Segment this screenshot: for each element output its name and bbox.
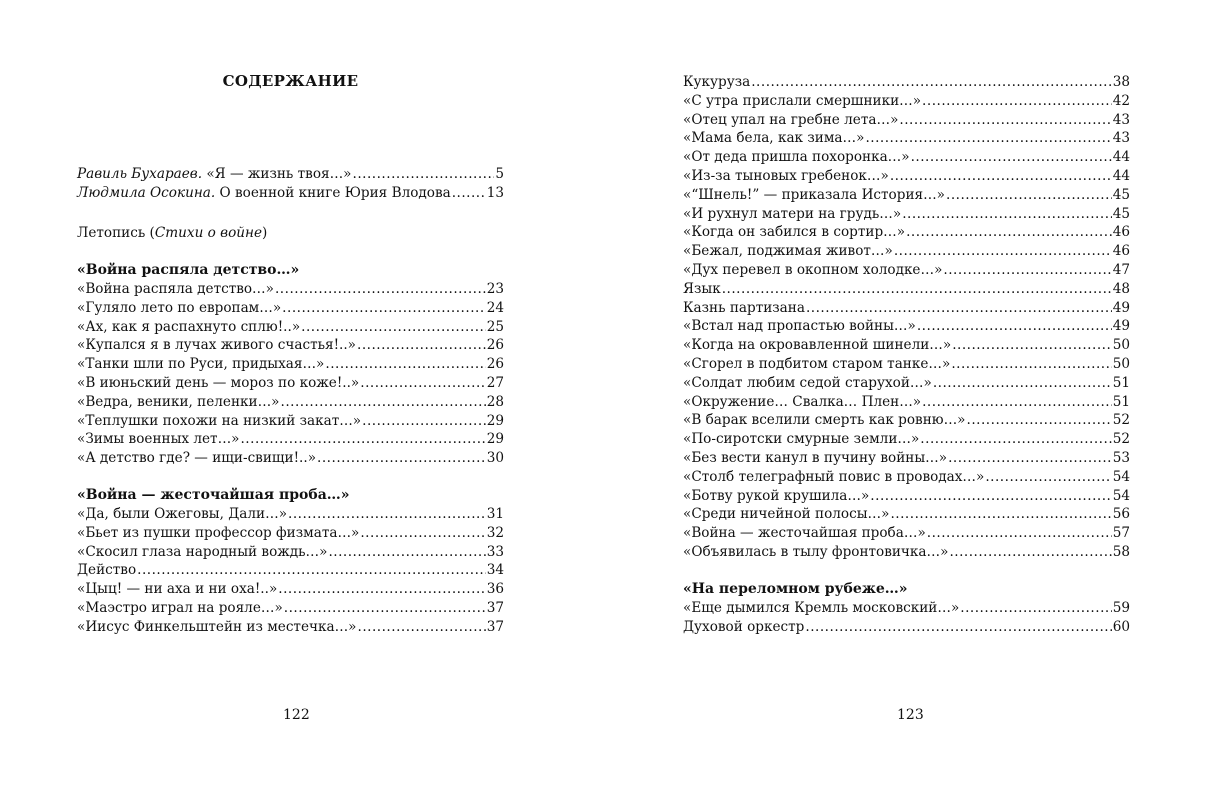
dot-leader bbox=[275, 280, 486, 299]
page-ref: 59 bbox=[1112, 600, 1130, 616]
entry-author: Людмила Осокина. bbox=[77, 184, 216, 201]
toc-entry bbox=[683, 261, 1130, 280]
page-ref: 45 bbox=[1112, 205, 1130, 222]
dot-leader bbox=[301, 318, 486, 337]
dot-leader bbox=[960, 599, 1111, 618]
page-ref: 48 bbox=[1112, 280, 1130, 297]
entry-title: «Среди ничейной полосы…» bbox=[683, 506, 890, 523]
toc-entry bbox=[77, 165, 504, 184]
toc-entry bbox=[77, 449, 504, 468]
toc-entry bbox=[77, 336, 504, 355]
dot-leader bbox=[906, 223, 1112, 242]
section-list bbox=[77, 505, 504, 637]
page-ref: 47 bbox=[1112, 261, 1130, 278]
dot-leader bbox=[288, 505, 486, 524]
entry-title: Язык bbox=[683, 280, 721, 297]
dot-leader bbox=[943, 261, 1111, 280]
entry-title: «“Шнель!” — приказала История…» bbox=[683, 186, 945, 203]
page-ref: 34 bbox=[486, 562, 504, 579]
dot-leader bbox=[328, 543, 485, 562]
page-ref: 52 bbox=[1112, 412, 1130, 429]
dot-leader bbox=[890, 167, 1112, 186]
page-ref: 27 bbox=[486, 374, 504, 391]
toc-entry bbox=[77, 412, 504, 431]
page-ref: 28 bbox=[486, 393, 504, 410]
page-ref: 24 bbox=[486, 299, 504, 316]
dot-leader bbox=[917, 317, 1112, 336]
page-ref: 38 bbox=[1112, 74, 1130, 90]
page-ref: 13 bbox=[486, 184, 504, 201]
right-page bbox=[683, 0, 1130, 800]
dot-leader bbox=[284, 599, 486, 618]
entry-title: Действо bbox=[77, 562, 137, 579]
page-ref: 37 bbox=[486, 618, 504, 635]
dot-leader bbox=[902, 205, 1111, 224]
page-ref: 44 bbox=[1112, 167, 1130, 184]
page-ref: 54 bbox=[1112, 468, 1130, 485]
entry-title: «Маэстро играл на рояле…» bbox=[77, 599, 283, 616]
page-ref: 42 bbox=[1112, 92, 1130, 109]
toc-entry bbox=[77, 561, 504, 580]
entry-title: «Гуляло лето по европам…» bbox=[77, 299, 282, 316]
dot-leader bbox=[358, 618, 486, 637]
page-ref: 29 bbox=[486, 431, 504, 448]
toc-entry bbox=[683, 299, 1130, 318]
section-at-turning-point bbox=[683, 579, 1130, 637]
toc-entry bbox=[683, 73, 1130, 92]
entry-title: «С утра прислали смершники…» bbox=[683, 92, 922, 109]
entry-title: «Солдат любим седой старухой…» bbox=[683, 374, 932, 391]
page-ref: 26 bbox=[486, 356, 504, 373]
entry-title: «Ботву рукой крушила…» bbox=[683, 487, 870, 504]
dot-leader bbox=[751, 73, 1111, 92]
page-ref: 49 bbox=[1112, 299, 1130, 316]
toc-entry bbox=[683, 186, 1130, 205]
page-ref: 31 bbox=[486, 506, 504, 522]
dot-leader bbox=[920, 430, 1111, 449]
dot-leader bbox=[806, 299, 1112, 318]
dot-leader bbox=[952, 336, 1112, 355]
page-ref: 33 bbox=[486, 543, 504, 560]
entry-title: «Без вести канул в пучину войны…» bbox=[683, 449, 948, 466]
dot-leader bbox=[933, 374, 1112, 393]
entry-title: «Танки шли по Руси, придыхая…» bbox=[77, 356, 325, 373]
entry-title: «В июньский день — мороз по коже!..» bbox=[77, 374, 360, 391]
toc-entry bbox=[683, 543, 1130, 562]
section-list bbox=[683, 599, 1130, 637]
toc-entry bbox=[77, 355, 504, 374]
dot-leader bbox=[137, 561, 486, 580]
entry-title: «Бьет из пушки профессор физмата…» bbox=[77, 524, 360, 541]
left-page bbox=[77, 0, 504, 800]
page-ref: 46 bbox=[1112, 224, 1130, 241]
toc-entry bbox=[683, 393, 1130, 412]
entry-title: «По-сиротски смурные земли…» bbox=[683, 431, 920, 448]
page-ref: 49 bbox=[1112, 318, 1130, 335]
entry-title: «Война — жесточайшая проба…» bbox=[683, 525, 926, 542]
entry-title: «Бежал, поджимая живот…» bbox=[683, 243, 893, 260]
entry-title: «Окружение… Свалка… Плен…» bbox=[683, 393, 922, 410]
page-ref: 57 bbox=[1112, 525, 1130, 542]
toc-entry bbox=[77, 599, 504, 618]
page-ref: 36 bbox=[486, 581, 504, 598]
dot-leader bbox=[911, 148, 1112, 167]
page-ref: 54 bbox=[1112, 487, 1130, 504]
dot-leader bbox=[870, 487, 1111, 506]
dot-leader bbox=[951, 355, 1111, 374]
page-ref: 5 bbox=[495, 166, 504, 182]
page-ref: 29 bbox=[486, 412, 504, 429]
dot-leader bbox=[357, 336, 486, 355]
page-ref: 25 bbox=[486, 318, 504, 335]
dot-leader bbox=[722, 280, 1112, 299]
entry-title: «Из-за тыновых гребенок…» bbox=[683, 167, 889, 184]
entry-title: «Еще дымился Кремль московский…» bbox=[683, 600, 960, 616]
dot-leader bbox=[899, 111, 1111, 130]
dot-leader bbox=[946, 186, 1112, 205]
entry-title: «Отец упал на гребне лета…» bbox=[683, 111, 899, 128]
section-heading: «На переломном рубеже…» bbox=[683, 581, 908, 597]
toc-entry bbox=[683, 599, 1130, 618]
toc-entry bbox=[683, 223, 1130, 242]
toc-entry bbox=[683, 524, 1130, 543]
entry-title: «Объявилась в тылу фронтовичка…» bbox=[683, 543, 949, 560]
toc-entry bbox=[683, 355, 1130, 374]
toc-entry bbox=[77, 618, 504, 637]
toc-list bbox=[683, 73, 1130, 562]
entry-title: «Когда на окровавленной шинели…» bbox=[683, 337, 952, 354]
entry-title: О военной книге Юрия Влодова bbox=[215, 184, 451, 201]
toc-entry bbox=[77, 505, 504, 524]
toc-entry bbox=[683, 148, 1130, 167]
toc-entry bbox=[77, 374, 504, 393]
page-number: 122 bbox=[283, 707, 310, 723]
toc-entry bbox=[77, 299, 504, 318]
toc-entry bbox=[77, 393, 504, 412]
entry-title: Кукуруза bbox=[683, 74, 751, 90]
dot-leader bbox=[353, 165, 495, 184]
section-heading: «Война распяла детство…» bbox=[77, 262, 300, 278]
entry-title: «В барак вселили смерть как ровню…» bbox=[683, 412, 966, 429]
entry-title: «Встал над пропастью войны…» bbox=[683, 318, 916, 335]
toc-entry bbox=[683, 430, 1130, 449]
entry-title: «И рухнул матери на грудь…» bbox=[683, 205, 902, 222]
entry-title: «Купался я в лучах живого счастья!..» bbox=[77, 337, 356, 354]
toc-entry bbox=[683, 167, 1130, 186]
page-ref: 45 bbox=[1112, 186, 1130, 203]
entry-title: «Столб телеграфный повис в проводах…» bbox=[683, 468, 985, 485]
entry-title: «Когда он забился в сортир…» bbox=[683, 224, 906, 241]
toc-entry bbox=[683, 205, 1130, 224]
page-ref: 58 bbox=[1112, 543, 1130, 560]
dot-leader bbox=[360, 524, 485, 543]
toc-entry bbox=[683, 280, 1130, 299]
entry-title: «Я — жизнь твоя…» bbox=[202, 166, 352, 182]
page-ref: 44 bbox=[1112, 149, 1130, 166]
dot-leader bbox=[865, 129, 1111, 148]
toc-entry bbox=[77, 430, 504, 449]
dot-leader bbox=[452, 184, 486, 203]
dot-leader bbox=[362, 412, 486, 431]
dot-leader bbox=[890, 505, 1111, 524]
toc-entry bbox=[683, 317, 1130, 336]
toc-entry bbox=[77, 184, 504, 203]
dot-leader bbox=[282, 299, 486, 318]
toc-entry bbox=[77, 543, 504, 562]
toc-entry bbox=[77, 280, 504, 299]
page-ref: 53 bbox=[1112, 449, 1130, 466]
toc-entry bbox=[683, 411, 1130, 430]
entry-title: «Иисус Финкельштейн из местечка…» bbox=[77, 618, 357, 635]
page-ref: 32 bbox=[486, 524, 504, 541]
dot-leader bbox=[894, 242, 1112, 261]
page-ref: 50 bbox=[1112, 355, 1130, 372]
page-ref: 46 bbox=[1112, 243, 1130, 260]
dot-leader bbox=[922, 92, 1112, 111]
page-ref: 37 bbox=[486, 599, 504, 616]
dot-leader bbox=[325, 355, 485, 374]
dot-leader bbox=[240, 430, 485, 449]
toc-entry bbox=[77, 318, 504, 337]
dot-leader bbox=[985, 468, 1111, 487]
entry-title: «Зимы военных лет…» bbox=[77, 431, 240, 448]
toc-entry bbox=[683, 618, 1130, 637]
entry-title: «Война распяла детство…» bbox=[77, 281, 274, 297]
page-ref: 51 bbox=[1112, 393, 1130, 410]
page-ref: 26 bbox=[486, 337, 504, 354]
toc-entry bbox=[683, 92, 1130, 111]
section-war-crucified-childhood bbox=[77, 260, 504, 468]
toc-entry bbox=[683, 449, 1130, 468]
page-ref: 56 bbox=[1112, 506, 1130, 523]
section-list bbox=[77, 280, 504, 468]
chronicle-heading: Летопись (Стихи о войне) bbox=[77, 225, 268, 241]
entry-title: «Скосил глаза народный вождь…» bbox=[77, 543, 328, 560]
page-ref: 60 bbox=[1112, 618, 1130, 635]
entry-title: «Мама бела, как зима…» bbox=[683, 130, 865, 147]
toc-entry bbox=[77, 580, 504, 599]
dot-leader bbox=[281, 393, 486, 412]
dot-leader bbox=[317, 449, 486, 468]
page-ref: 50 bbox=[1112, 337, 1130, 354]
page-ref: 43 bbox=[1112, 130, 1130, 147]
entry-author: Равиль Бухараев. bbox=[77, 166, 203, 182]
entry-title: «А детство где? — ищи-свищи!..» bbox=[77, 450, 317, 467]
entry-title: «Ведра, веники, пеленки…» bbox=[77, 393, 280, 410]
page-ref: 52 bbox=[1112, 431, 1130, 448]
dot-leader bbox=[278, 580, 485, 599]
page-ref: 30 bbox=[486, 450, 504, 467]
entry-title: «От деда пришла похоронка…» bbox=[683, 149, 910, 166]
entry-title: «Дух перевел в окопном холодке…» bbox=[683, 261, 943, 278]
dot-leader bbox=[927, 524, 1112, 543]
section-war-cruelest-test bbox=[77, 485, 504, 637]
dot-leader bbox=[967, 411, 1112, 430]
toc-entry bbox=[683, 111, 1130, 130]
entry-title: Казнь партизана bbox=[683, 299, 805, 316]
dot-leader bbox=[948, 449, 1112, 468]
section-heading: «Война — жесточайшая проба…» bbox=[77, 487, 350, 503]
entry-title: «Цыц! — ни аха и ни оха!..» bbox=[77, 581, 278, 598]
intro-list bbox=[77, 165, 504, 203]
page-ref: 23 bbox=[486, 281, 504, 297]
toc-entry bbox=[683, 374, 1130, 393]
dot-leader bbox=[360, 374, 485, 393]
toc-entry bbox=[683, 242, 1130, 261]
dot-leader bbox=[805, 618, 1111, 637]
toc-entry bbox=[683, 468, 1130, 487]
entry-title: «Ах, как я распахнуто сплю!..» bbox=[77, 318, 301, 335]
page-ref: 43 bbox=[1112, 111, 1130, 128]
toc-entry bbox=[683, 505, 1130, 524]
dot-leader bbox=[949, 543, 1111, 562]
dot-leader bbox=[922, 393, 1112, 412]
entry-title: «Сгорел в подбитом старом танке…» bbox=[683, 355, 951, 372]
toc-entry bbox=[77, 524, 504, 543]
page-ref: 51 bbox=[1112, 374, 1130, 391]
entry-title: «Да, были Ожеговы, Дали…» bbox=[77, 506, 288, 522]
entry-title: Духовой оркестр bbox=[683, 618, 805, 635]
contents-title: СОДЕРЖАНИЕ bbox=[222, 72, 359, 90]
toc-entry bbox=[683, 336, 1130, 355]
toc-entry bbox=[683, 487, 1130, 506]
page-number: 123 bbox=[897, 707, 924, 723]
entry-title: «Теплушки похожи на низкий закат…» bbox=[77, 412, 362, 429]
toc-entry bbox=[683, 129, 1130, 148]
